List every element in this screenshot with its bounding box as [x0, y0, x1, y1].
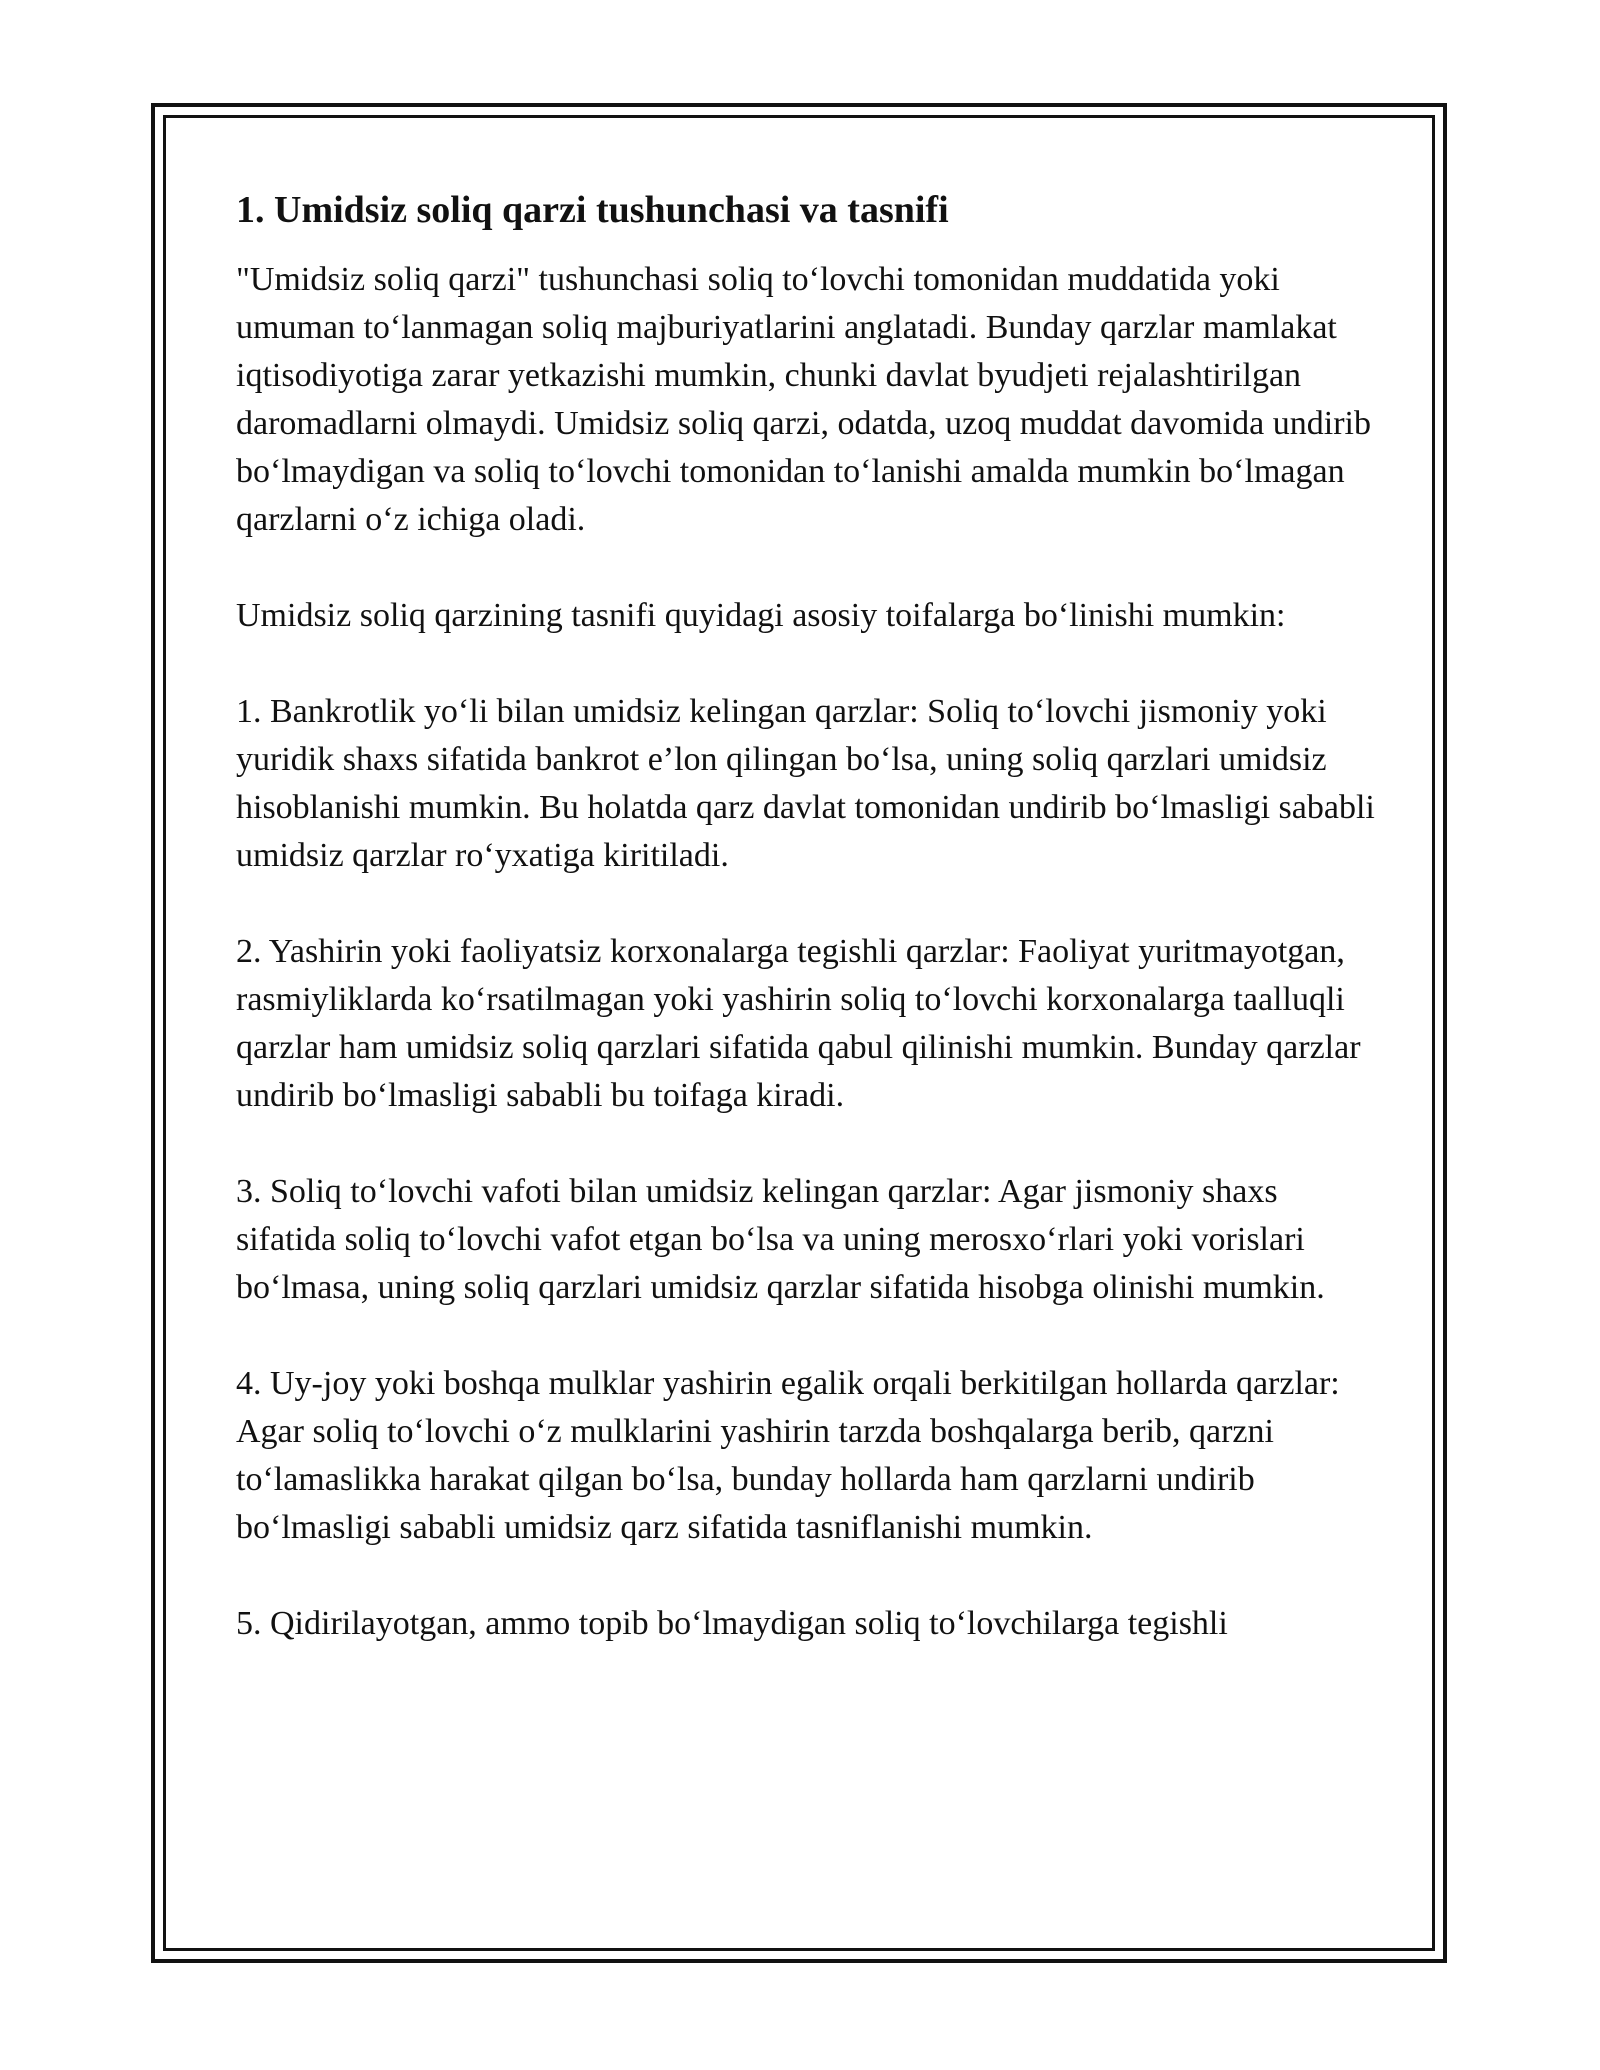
paragraph-definition: "Umidsiz soliq qarzi" tushunchasi soliq to‘lovchi tomonidan muddatida yoki umuman to‘lanmagan soliq majburiyatlarini anglatadi. Bunday qarzlar mamlakat iqtisodiyotiga zarar yetkazishi mumkin, chunki davlat byudjeti rejalashtirilgan daromadlarni olmaydi. Umidsiz soliq qarzi, odatda, uzoq muddat davomida undirib bo‘lmaydigan va soliq to‘lovchi tomonidan to‘lanishi amalda mumkin bo‘lmagan qarzlarni o‘z ichiga oladi.: [236, 261, 1371, 538]
paragraph-item-5: 5. Qidirilayotgan, ammo topib bo‘lmaydigan soliq to‘lovchilarga tegishli: [236, 1605, 1228, 1642]
paragraph-item-1: 1. Bankrotlik yo‘li bilan umidsiz kelingan qarzlar: Soliq to‘lovchi jismoniy yoki yuridik shaxs sifatida bankrot e’lon qilingan bo‘lsa, uning soliq qarzlari umidsiz hisoblanishi mumkin. Bu holatda qarz davlat tomonidan undirib bo‘lmasligi sababli umidsiz qarzlar ro‘yxatiga kiritiladi.: [236, 693, 1375, 874]
document-body: [236, 186, 1376, 1648]
section-heading: 1. Umidsiz soliq qarzi tushunchasi va tasnifi: [236, 189, 949, 231]
paragraph-item-3: 3. Soliq to‘lovchi vafoti bilan umidsiz kelingan qarzlar: Agar jismoniy shaxs sifatida soliq to‘lovchi vafot etgan bo‘lsa va uning merosxo‘rlari yoki vorislari bo‘lmasa, uning soliq qarzlari umidsiz qarzlar sifatida hisobga olinishi mumkin.: [236, 1173, 1325, 1306]
paragraph-item-2: 2. Yashirin yoki faoliyatsiz korxonalarga tegishli qarzlar: Faoliyat yuritmayotgan, rasmiyliklarda ko‘rsatilmagan yoki yashirin soliq to‘lovchi korxonalarga taalluqli qarzlar ham umidsiz soliq qarzlari sifatida qabul qilinishi mumkin. Bunday qarzlar undirib bo‘lmasligi sababli bu toifaga kiradi.: [236, 933, 1361, 1114]
paragraph-classification-intro: Umidsiz soliq qarzining tasnifi quyidagi asosiy toifalarga bo‘linishi mumkin:: [236, 597, 1286, 634]
paragraph-item-4: 4. Uy-joy yoki boshqa mulklar yashirin egalik orqali berkitilgan hollarda qarzlar: Agar soliq to‘lovchi o‘z mulklarini yashirin tarzda boshqalarga berib, qarzni to‘lamaslikka harakat qilgan bo‘lsa, bunday hollarda ham qarzlarni undirib bo‘lmasligi sababli umidsiz qarz sifatida tasniflanishi mumkin.: [236, 1365, 1340, 1546]
